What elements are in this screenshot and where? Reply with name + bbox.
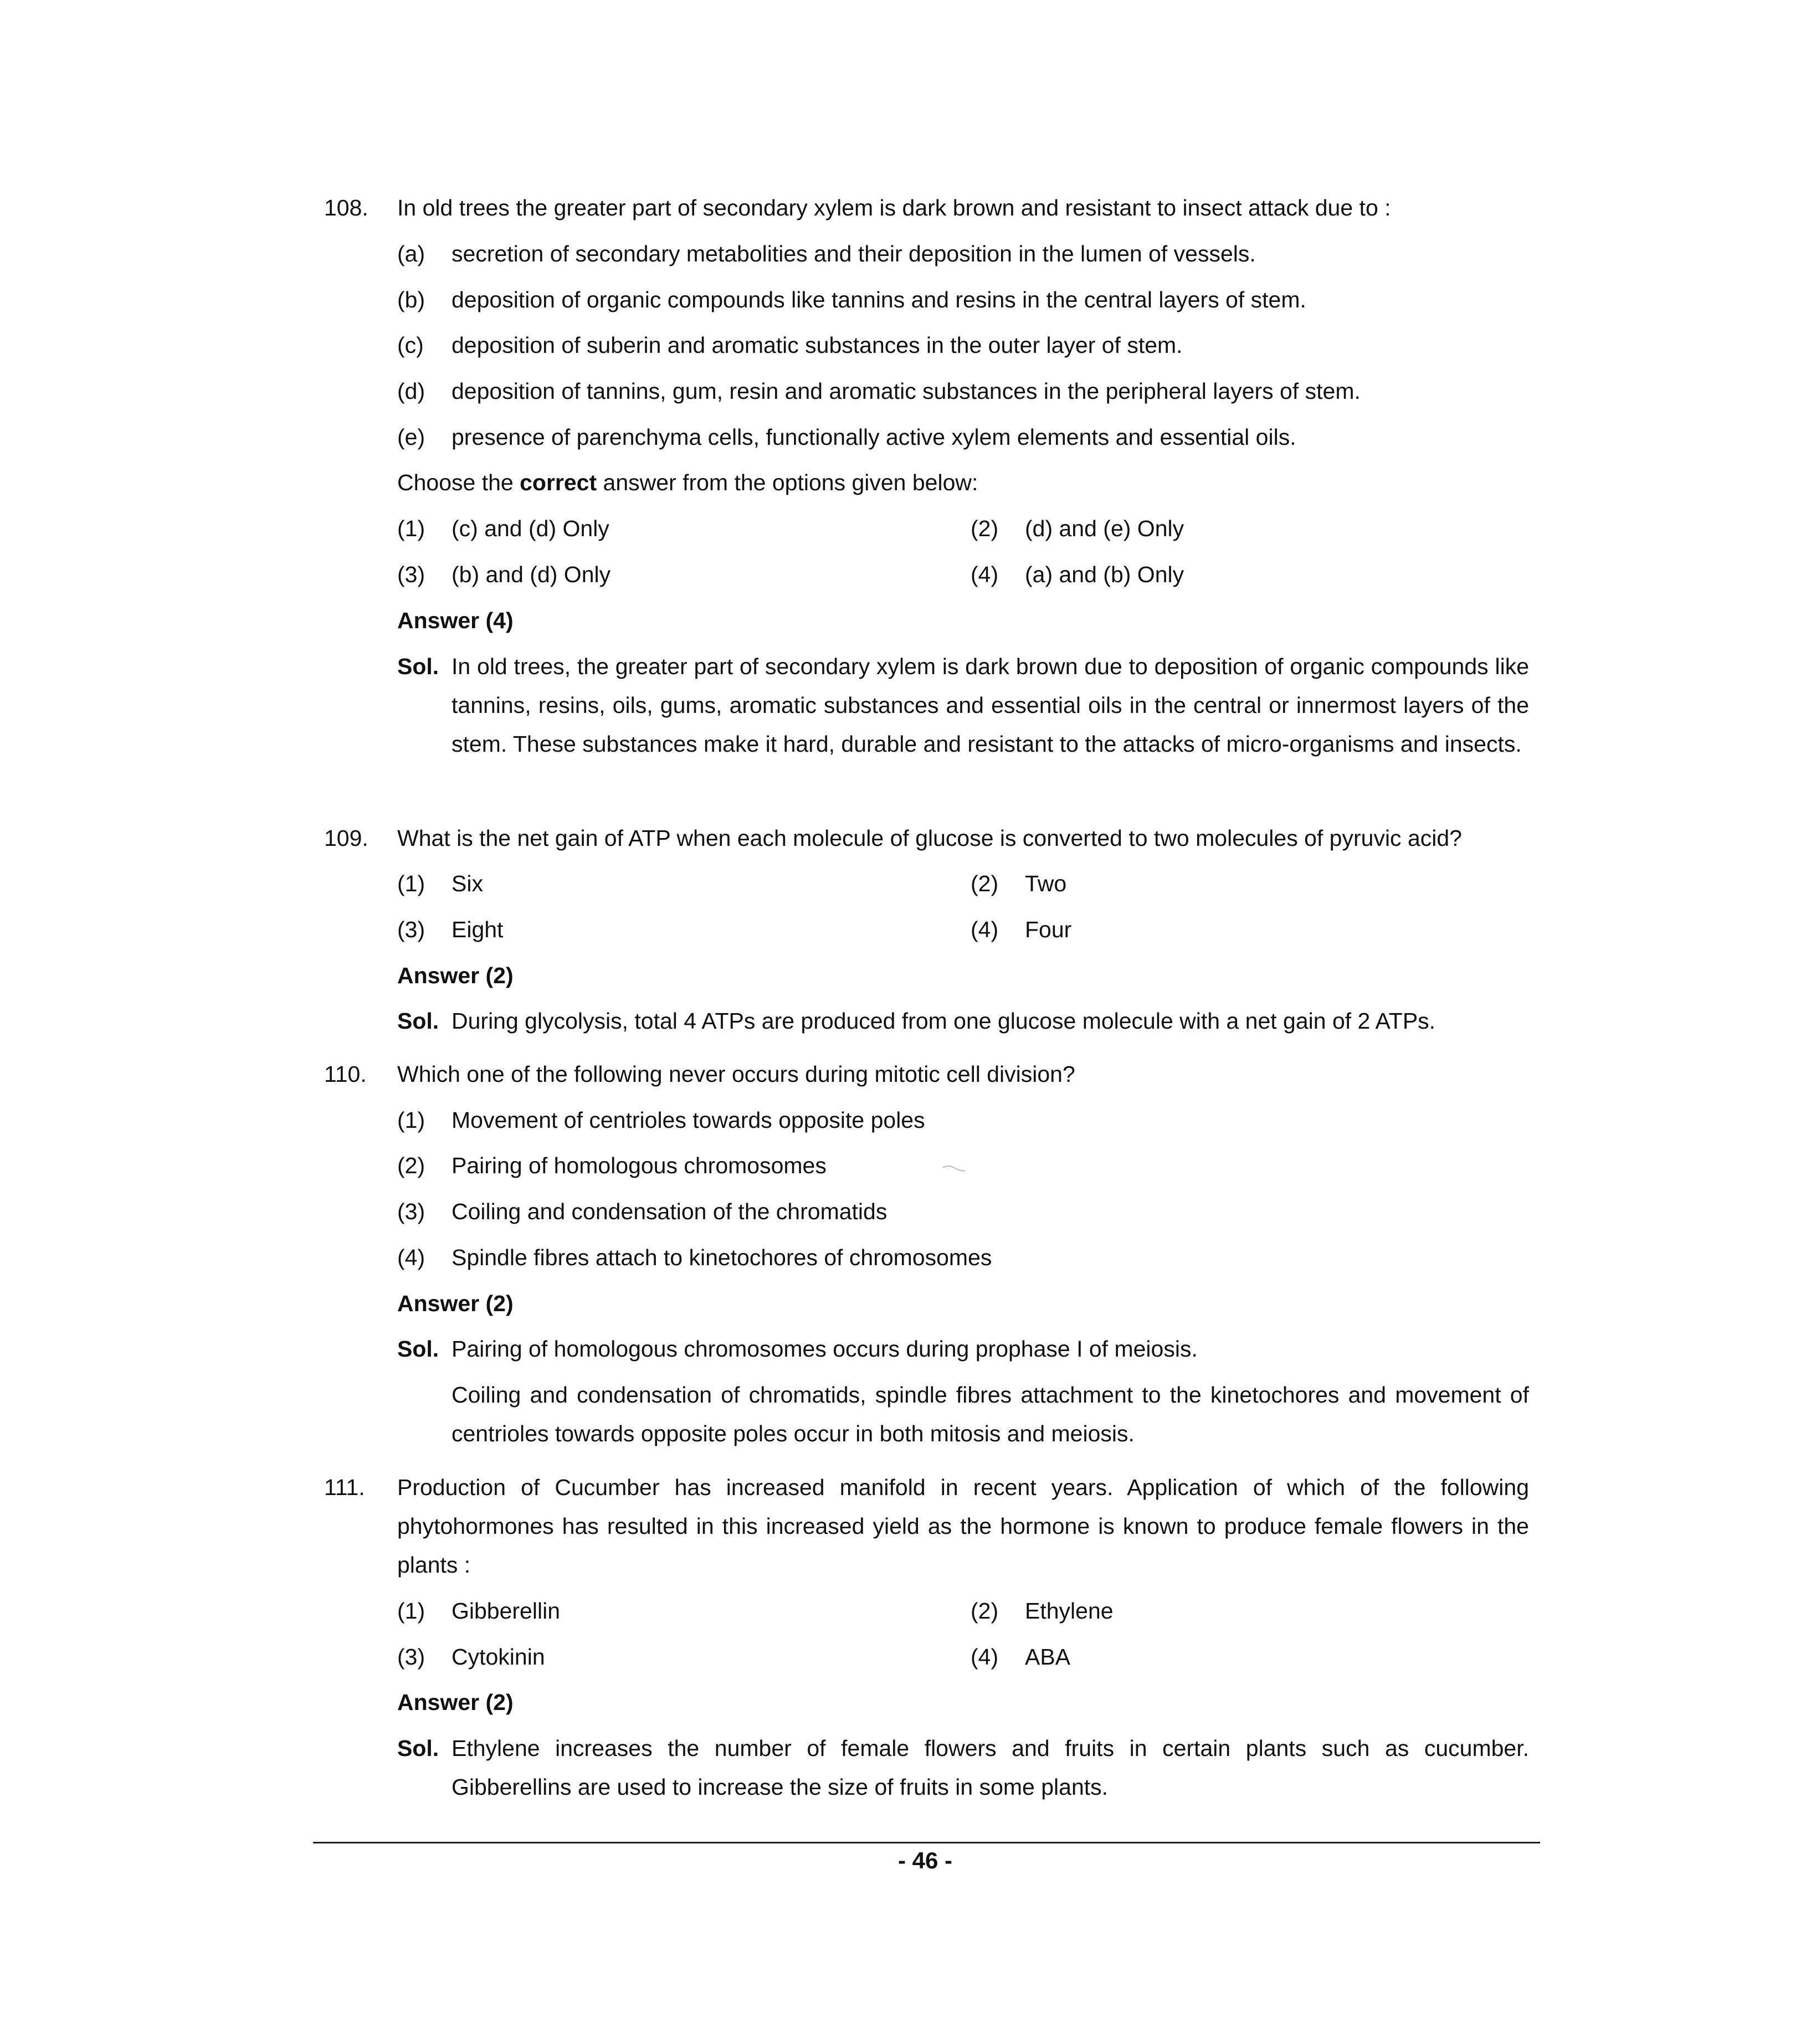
question-text: In old trees the greater part of secondary xylem is dark brown and resistant to insect attack due to : bbox=[397, 195, 1391, 220]
statement-text: deposition of tannins, gum, resin and aromatic substances in the peripheral layers of stem. bbox=[452, 378, 1361, 404]
option-text: Four bbox=[1025, 917, 1072, 942]
option-label: (1) bbox=[397, 871, 425, 896]
solution-paragraph: During glycolysis, total 4 ATPs are produced from one glucose molecule with a net gain of 2 ATPs. bbox=[452, 1008, 1436, 1034]
option-text: ABA bbox=[1025, 1644, 1071, 1670]
statement-label: (d) bbox=[397, 378, 425, 404]
sol-label: Sol. bbox=[397, 1735, 439, 1761]
option-text: (b) and (d) Only bbox=[452, 562, 611, 587]
statement-text: presence of parenchyma cells, functionally active xylem elements and essential oils. bbox=[452, 424, 1296, 450]
page-number: - 46 - bbox=[897, 1847, 953, 1873]
sol-label: Sol. bbox=[397, 654, 439, 679]
option-label: (2) bbox=[971, 871, 999, 896]
answer: Answer (2) bbox=[397, 1689, 514, 1715]
option-text: Cytokinin bbox=[452, 1644, 545, 1670]
answer: Answer (4) bbox=[397, 608, 514, 633]
solution-text bbox=[452, 1375, 1529, 1453]
choose-instruction bbox=[397, 470, 978, 496]
question-text bbox=[397, 1468, 1529, 1584]
option-label: (4) bbox=[971, 917, 999, 942]
solution-paragraph: Coiling and condensation of chromatids, spindle fibres attachment to the kinetochores and movement of centrioles towards opposite poles occur in both mitosis and meiosis. bbox=[452, 1382, 1529, 1446]
solution-text bbox=[452, 647, 1529, 763]
option-label: (3) bbox=[397, 917, 425, 942]
answer: Answer (2) bbox=[397, 963, 514, 988]
sol-label: Sol. bbox=[397, 1008, 439, 1034]
option-label: (3) bbox=[397, 1644, 425, 1670]
option-text: Six bbox=[452, 871, 483, 896]
option-label: (2) bbox=[971, 516, 999, 541]
question-text: What is the net gain of ATP when each molecule of glucose is converted to two molecules of pyruvic acid? bbox=[397, 825, 1462, 851]
choose-prefix: Choose the bbox=[397, 470, 520, 495]
solution-text bbox=[452, 1729, 1529, 1806]
option-text: Eight bbox=[452, 917, 504, 942]
option-label: (1) bbox=[397, 516, 425, 541]
question-number: 109. bbox=[324, 825, 368, 851]
option-label: (3) bbox=[397, 1199, 425, 1224]
question-number: 108. bbox=[324, 195, 368, 220]
option-label: (1) bbox=[397, 1598, 425, 1624]
option-text: Pairing of homologous chromosomes bbox=[452, 1153, 827, 1178]
answer: Answer (2) bbox=[397, 1291, 514, 1316]
statement-label: (a) bbox=[397, 241, 425, 266]
option-label: (3) bbox=[397, 562, 425, 587]
option-label: (4) bbox=[971, 562, 999, 587]
question-text: Which one of the following never occurs during mitotic cell division? bbox=[397, 1061, 1075, 1087]
option-label: (1) bbox=[397, 1107, 425, 1133]
option-text: (a) and (b) Only bbox=[1025, 562, 1184, 587]
choose-suffix: answer from the options given below: bbox=[597, 470, 978, 495]
option-label: (2) bbox=[971, 1598, 999, 1624]
solution-paragraph: Ethylene increases the number of female flowers and fruits in certain plants such as cucumber. Gibberellins are used to increase the size of fruits in some plants. bbox=[452, 1735, 1529, 1800]
option-text: Coiling and condensation of the chromatids bbox=[452, 1199, 887, 1224]
option-label: (4) bbox=[971, 1644, 999, 1670]
choose-bold: correct bbox=[520, 470, 597, 495]
option-label: (2) bbox=[397, 1153, 425, 1178]
solution-paragraph: In old trees, the greater part of secondary xylem is dark brown due to deposition of organic compounds like tannins, resins, oils, gums, aromatic substances and essential oils in the central or innermost layers of the stem. These substances make it hard, durable and resistant to the attacks of micro-organisms and insects. bbox=[452, 654, 1529, 757]
statement-text: secretion of secondary metabolities and their deposition in the lumen of vessels. bbox=[452, 241, 1256, 266]
sol-label: Sol. bbox=[397, 1336, 439, 1362]
option-text: (d) and (e) Only bbox=[1025, 516, 1184, 541]
option-text: Gibberellin bbox=[452, 1598, 560, 1624]
question-text-content: Production of Cucumber has increased manifold in recent years. Application of which of the following phytohormones has resulted in this increased yield as the hormone is known to produce female flowers in the plants : bbox=[397, 1475, 1529, 1578]
solution-paragraph: Pairing of homologous chromosomes occurs during prophase I of meiosis. bbox=[452, 1336, 1198, 1362]
option-label: (4) bbox=[397, 1245, 425, 1270]
statement-label: (c) bbox=[397, 332, 424, 358]
option-text: Two bbox=[1025, 871, 1067, 896]
statement-text: deposition of suberin and aromatic substances in the outer layer of stem. bbox=[452, 332, 1183, 358]
question-number: 110. bbox=[324, 1061, 367, 1087]
footer-rule bbox=[313, 1842, 1540, 1843]
option-text: Ethylene bbox=[1025, 1598, 1114, 1624]
statement-text: deposition of organic compounds like tannins and resins in the central layers of stem. bbox=[452, 287, 1306, 312]
question-number: 111. bbox=[324, 1475, 365, 1500]
statement-label: (b) bbox=[397, 287, 425, 312]
option-text: Spindle fibres attach to kinetochores of chromosomes bbox=[452, 1245, 992, 1270]
option-text: (c) and (d) Only bbox=[452, 516, 609, 541]
statement-label: (e) bbox=[397, 424, 425, 450]
option-text: Movement of centrioles towards opposite poles bbox=[452, 1107, 925, 1133]
scan-smudge bbox=[942, 1163, 966, 1173]
